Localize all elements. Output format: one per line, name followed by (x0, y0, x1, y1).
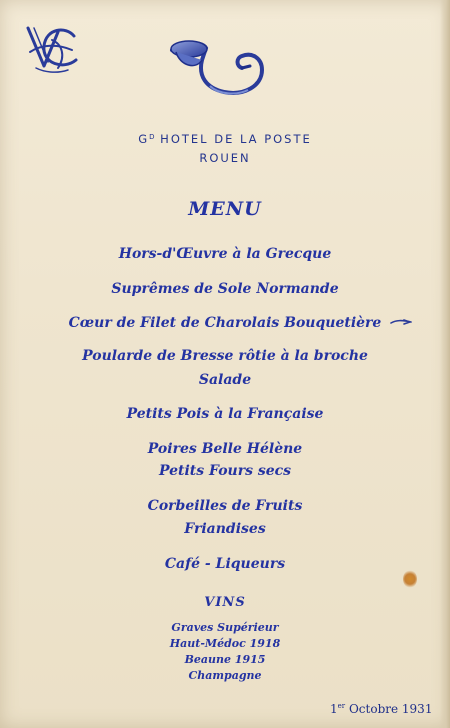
wines-title: VINS (204, 595, 246, 610)
menu-course: Café - Liqueurs (164, 556, 286, 572)
monogram-icon (22, 22, 84, 78)
menu-course: Suprêmes de Sole Normande (111, 281, 339, 297)
wine-item: Beaune 1915 (184, 653, 266, 666)
menu-course: Salade (198, 372, 252, 388)
hotel-city: ROUEN (199, 151, 251, 165)
wine-item: Champagne (188, 669, 262, 682)
wine-item: Haut-Médoc 1918 (169, 637, 281, 650)
menu-course: Corbeilles de Fruits (147, 498, 303, 514)
menu-course: Hors-d'Œuvre à la Grecque (118, 246, 332, 262)
menu-course: Friandises (184, 521, 266, 537)
menu-date: 1er Octobre 1931 (330, 702, 433, 716)
pen-mark (390, 318, 412, 326)
menu-course: Petits Fours secs (158, 463, 292, 479)
card-edge (440, 0, 450, 728)
menu-course: Poularde de Bresse rôtie à la broche (82, 348, 368, 364)
menu-title: MENU (188, 198, 262, 220)
hotel-name: $G^D$ HOTEL DE LA POSTE (138, 132, 312, 146)
menu-course: Poires Belle Hélène (147, 441, 303, 457)
menu-course: Cœur de Filet de Charolais Bouquetière (68, 315, 382, 331)
menu-course: Petits Pois à la Française (126, 406, 324, 422)
post-horn-icon (166, 36, 274, 108)
paper-stain (403, 570, 417, 588)
wine-item: Graves Supérieur (171, 621, 279, 634)
